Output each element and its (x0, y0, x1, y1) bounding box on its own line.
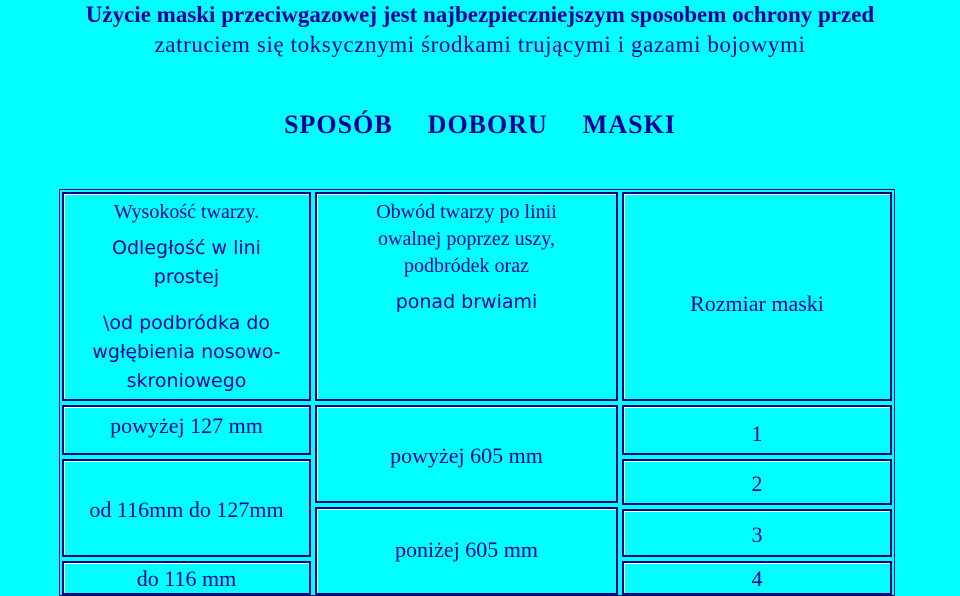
header-mask-size-label: Rozmiar maski (690, 291, 824, 316)
header-face-height-line-6: skroniowego (126, 370, 247, 392)
height-value-3: do 116 mm (136, 566, 237, 591)
size-value-3: 3 (751, 522, 763, 547)
height-value-2: od 116mm do 127mm (89, 497, 284, 522)
height-value-1: powyżej 127 mm (110, 413, 263, 438)
circumference-cell-2 (315, 507, 618, 595)
circumference-value-2: poniżej 605 mm (395, 537, 538, 562)
header-face-circumference (315, 192, 618, 401)
circumference-value-1: powyżej 605 mm (390, 443, 543, 468)
height-cell-1 (62, 405, 311, 455)
title-line-1: Użycie maski przeciwgazowej jest najbezpieczniejszym sposobem ochrony przed (85, 2, 875, 27)
size-value-4: 4 (751, 566, 763, 591)
size-value-1: 1 (751, 421, 763, 446)
size-value-2: 2 (751, 471, 763, 496)
height-cell-3 (62, 561, 311, 595)
header-circumference-line-2: owalnej poprzez uszy, (378, 228, 555, 250)
section-heading: SPOSÓB DOBORU MASKI (284, 110, 676, 139)
header-mask-size (622, 192, 892, 401)
circumference-cell-1 (315, 405, 618, 503)
size-cell-2 (622, 459, 892, 505)
size-cell-3 (622, 509, 892, 557)
page-title (0, 0, 960, 60)
header-face-height-line-1: Wysokość twarzy. (113, 201, 260, 223)
title-line-2: zatruciem się toksycznymi środkami trującymi i gazami bojowymi (154, 32, 806, 57)
size-cell-1 (622, 405, 892, 455)
header-face-height-line-2: Odległość w lini (112, 237, 261, 259)
header-face-height-line-5: wgłębienia nosowo- (92, 341, 281, 363)
header-circumference-line-1: Obwód twarzy po linii (376, 201, 557, 223)
size-cell-4 (622, 561, 892, 595)
header-circumference-line-4: ponad brwiami (395, 291, 538, 313)
header-face-height (62, 192, 311, 401)
header-face-height-line-4: \od podbródka do (102, 312, 271, 334)
height-cell-2 (62, 459, 311, 557)
mask-size-table (59, 189, 895, 596)
header-circumference-line-3: podbródek oraz (404, 255, 529, 277)
header-face-height-line-3: prostej (153, 266, 220, 288)
